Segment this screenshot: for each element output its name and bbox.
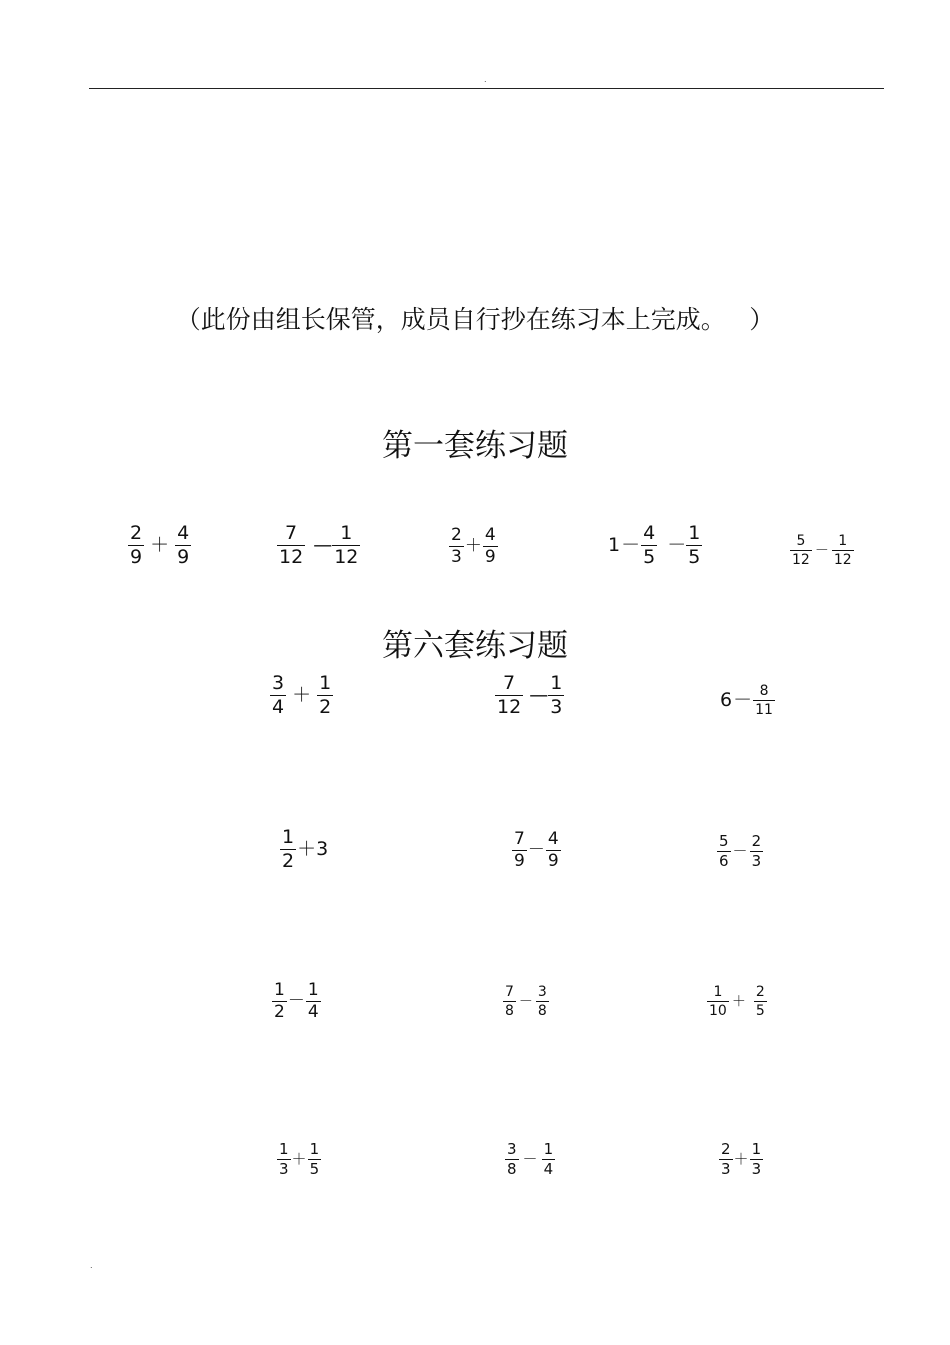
fraction bbox=[754, 985, 767, 1018]
fraction bbox=[548, 674, 564, 717]
instruction-note bbox=[0, 300, 950, 336]
fraction bbox=[483, 527, 498, 566]
set1-problem-3 bbox=[449, 527, 498, 566]
denominator: 3 bbox=[721, 1160, 731, 1178]
denominator: 12 bbox=[792, 552, 810, 568]
fraction bbox=[503, 985, 516, 1018]
numerator: 5 bbox=[719, 832, 729, 850]
fraction bbox=[277, 524, 305, 567]
fraction bbox=[332, 524, 360, 567]
operator: ＋ bbox=[291, 1150, 307, 1168]
fraction bbox=[790, 534, 812, 567]
fraction bbox=[280, 828, 296, 871]
numerator: 1 bbox=[282, 826, 295, 848]
whole-number: 6 bbox=[720, 689, 733, 711]
operator: － bbox=[733, 689, 753, 711]
fraction bbox=[449, 527, 464, 566]
operator: － bbox=[621, 534, 641, 556]
operator: － bbox=[667, 534, 687, 556]
fraction bbox=[272, 982, 287, 1021]
numerator: 1 bbox=[688, 522, 701, 544]
operator: ＋ bbox=[733, 1150, 749, 1168]
numerator: 4 bbox=[643, 522, 656, 544]
denominator: 2 bbox=[319, 696, 332, 718]
fraction bbox=[495, 674, 523, 717]
fraction bbox=[832, 534, 854, 567]
header-dot: . bbox=[484, 75, 487, 84]
denominator: 9 bbox=[484, 547, 496, 567]
whole-number: 1 bbox=[608, 534, 621, 556]
fraction bbox=[308, 1142, 322, 1177]
fraction bbox=[128, 524, 144, 567]
set6-title: 第六套练习题 bbox=[382, 628, 568, 664]
denominator: 12 bbox=[497, 696, 522, 718]
operator: － bbox=[518, 993, 533, 1010]
fraction bbox=[512, 831, 527, 870]
set6-problem-3 bbox=[720, 684, 775, 717]
footer-dot: . bbox=[90, 1261, 93, 1270]
numerator: 7 bbox=[503, 672, 516, 694]
denominator: 5 bbox=[688, 546, 701, 568]
numerator: 1 bbox=[274, 980, 285, 1000]
numerator: 4 bbox=[547, 829, 559, 849]
fraction bbox=[317, 674, 333, 717]
fraction bbox=[719, 1142, 733, 1177]
fraction-bar bbox=[536, 1001, 549, 1002]
denominator: 9 bbox=[514, 851, 525, 871]
set6-problem-11 bbox=[505, 1142, 555, 1177]
denominator: 4 bbox=[272, 696, 285, 718]
fraction bbox=[641, 524, 657, 567]
numerator: 1 bbox=[550, 672, 563, 694]
numerator: 5 bbox=[796, 533, 806, 549]
fraction bbox=[686, 524, 702, 567]
denominator: 4 bbox=[307, 1002, 319, 1022]
denominator: 5 bbox=[643, 546, 656, 568]
numerator: 7 bbox=[505, 984, 514, 1000]
set6-problem-6 bbox=[717, 834, 763, 869]
numerator: 2 bbox=[751, 832, 762, 850]
denominator: 9 bbox=[130, 546, 143, 568]
fraction-bar bbox=[503, 1001, 516, 1002]
numerator: 3 bbox=[507, 1140, 517, 1158]
denominator: 10 bbox=[709, 1003, 727, 1019]
set6-problem-10 bbox=[277, 1142, 321, 1177]
fraction bbox=[175, 524, 191, 567]
denominator: 5 bbox=[309, 1160, 320, 1178]
numerator: 2 bbox=[130, 522, 143, 544]
fraction bbox=[546, 831, 561, 870]
set1-title: 第一套练习题 bbox=[382, 428, 568, 464]
set6-problem-5 bbox=[512, 831, 561, 870]
instruction-text: （此份由组长保管，成员自行抄在练习本上完成。 bbox=[175, 305, 714, 334]
fraction bbox=[750, 834, 764, 869]
set6-problem-9 bbox=[707, 985, 767, 1018]
operator: － bbox=[522, 1150, 538, 1168]
set6-problem-8 bbox=[503, 985, 549, 1018]
fraction-bar bbox=[754, 1001, 767, 1002]
header-rule bbox=[89, 88, 884, 89]
numerator: 1 bbox=[307, 980, 319, 1000]
fraction bbox=[750, 1142, 764, 1177]
numerator: 2 bbox=[721, 1140, 731, 1158]
fraction bbox=[277, 1142, 291, 1177]
instruction-close-paren: ） bbox=[749, 305, 775, 334]
denominator: 8 bbox=[537, 1003, 547, 1019]
numerator: 3 bbox=[537, 984, 547, 1000]
numerator: 8 bbox=[759, 683, 769, 699]
whole-number: 3 bbox=[316, 838, 329, 860]
set6-problem-4 bbox=[280, 828, 328, 871]
numerator: 1 bbox=[279, 1140, 289, 1158]
numerator: 4 bbox=[177, 522, 190, 544]
denominator: 8 bbox=[507, 1160, 517, 1178]
denominator: 12 bbox=[334, 546, 359, 568]
operator: － bbox=[527, 840, 545, 860]
operator: — bbox=[313, 534, 333, 556]
numerator: 7 bbox=[514, 829, 525, 849]
denominator: 12 bbox=[833, 552, 852, 568]
numerator: 1 bbox=[751, 1140, 762, 1158]
operator: ＋ bbox=[731, 993, 746, 1010]
numerator: 1 bbox=[309, 1140, 320, 1158]
set6-problem-2 bbox=[495, 674, 564, 717]
fraction bbox=[536, 985, 549, 1018]
denominator: 5 bbox=[755, 1003, 765, 1019]
denominator: 12 bbox=[279, 546, 304, 568]
set6-problem-12 bbox=[719, 1142, 763, 1177]
denominator: 11 bbox=[755, 702, 773, 718]
denominator: 6 bbox=[719, 852, 729, 870]
set6-problem-7 bbox=[272, 982, 321, 1021]
numerator: 1 bbox=[340, 522, 353, 544]
fraction-bar bbox=[790, 550, 812, 551]
set1-problem-1 bbox=[128, 524, 191, 567]
set6-problem-1 bbox=[270, 674, 333, 717]
fraction bbox=[717, 834, 731, 869]
operator: － bbox=[814, 542, 829, 559]
set1-problem-2 bbox=[277, 524, 360, 567]
set1-problem-5 bbox=[790, 534, 854, 567]
operator: ＋ bbox=[292, 684, 312, 706]
fraction-bar bbox=[753, 700, 775, 701]
numerator: 2 bbox=[755, 984, 765, 1000]
operator: － bbox=[287, 991, 305, 1011]
numerator: 3 bbox=[272, 672, 285, 694]
operator: － bbox=[732, 842, 748, 860]
fraction-bar bbox=[832, 550, 854, 551]
denominator: 8 bbox=[505, 1003, 514, 1019]
fraction bbox=[505, 1142, 519, 1177]
numerator: 1 bbox=[543, 1140, 554, 1158]
set1-problem-4 bbox=[608, 524, 702, 567]
denominator: 3 bbox=[279, 1160, 289, 1178]
denominator: 3 bbox=[451, 547, 462, 567]
denominator: 2 bbox=[282, 850, 295, 872]
operator: — bbox=[529, 684, 549, 706]
operator: ＋ bbox=[464, 536, 482, 556]
fraction bbox=[306, 982, 321, 1021]
denominator: 4 bbox=[543, 1160, 554, 1178]
denominator: 3 bbox=[550, 696, 563, 718]
fraction bbox=[270, 674, 286, 717]
operator: ＋ bbox=[297, 838, 317, 860]
numerator: 1 bbox=[319, 672, 332, 694]
denominator: 3 bbox=[751, 852, 762, 870]
denominator: 2 bbox=[274, 1002, 285, 1022]
numerator: 7 bbox=[285, 522, 298, 544]
fraction bbox=[707, 985, 729, 1018]
fraction bbox=[542, 1142, 556, 1177]
numerator: 4 bbox=[484, 525, 496, 545]
denominator: 3 bbox=[751, 1160, 762, 1178]
denominator: 9 bbox=[177, 546, 190, 568]
numerator: 1 bbox=[838, 533, 848, 549]
numerator: 2 bbox=[451, 525, 462, 545]
fraction bbox=[753, 684, 775, 717]
fraction-bar bbox=[707, 1001, 729, 1002]
operator: ＋ bbox=[150, 534, 170, 556]
denominator: 9 bbox=[547, 851, 559, 871]
numerator: 1 bbox=[713, 984, 723, 1000]
